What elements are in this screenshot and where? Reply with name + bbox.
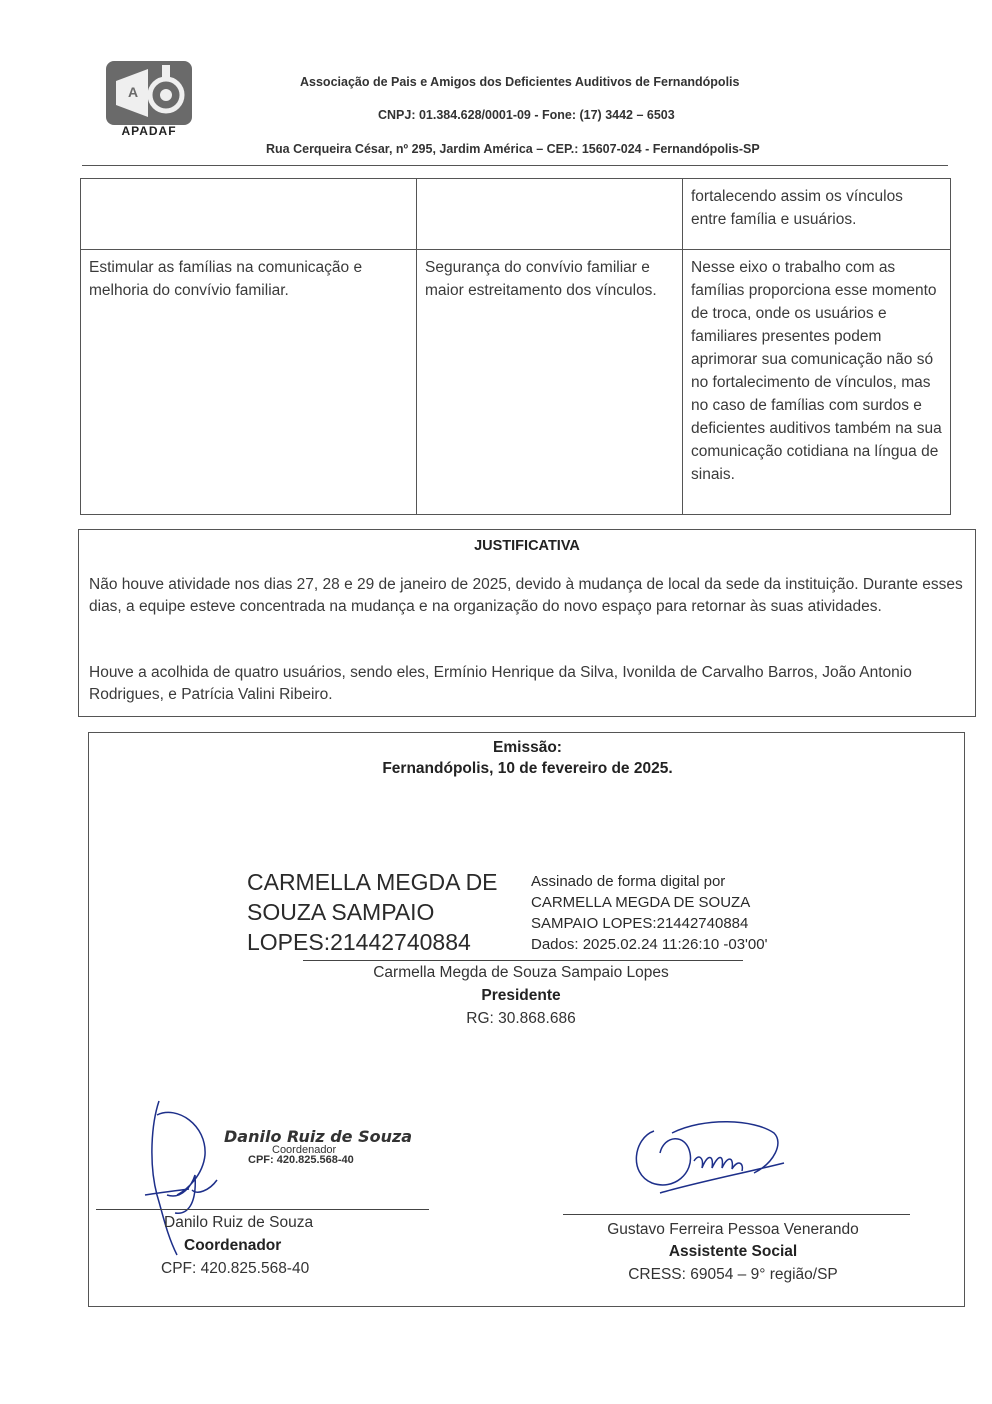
- table-cell: fortalecendo assim os vínculos entre família e usuários.: [683, 179, 951, 250]
- president-signature-line: [303, 960, 743, 961]
- digital-signature-detail: CARMELLA MEGDA DE SOUZA: [531, 894, 751, 911]
- logo-graphic: [106, 61, 192, 125]
- activities-table: [80, 178, 951, 515]
- justificativa-paragraph: Não houve atividade nos dias 27, 28 e 29 de janeiro de 2025, devido à mudança de local da sede da instituição. Durante esses dias, a equipe esteve concentrada na mudança e na organização do novo espaço para retornar às suas atividades.: [89, 576, 963, 615]
- digital-signature-detail: SAMPAIO LOPES:21442740884: [531, 915, 749, 932]
- digital-signature-name: [247, 867, 498, 957]
- emission-label: Emissão:: [493, 739, 562, 756]
- logo-text: APADAF: [121, 124, 177, 138]
- coordinator-signature-line: [96, 1209, 429, 1210]
- stamp-cpf: CPF: 420.825.568-40: [248, 1154, 354, 1166]
- table-row: [81, 179, 951, 250]
- digital-signature-line: CARMELLA MEGDA DE: [247, 869, 498, 895]
- digital-signature-line: LOPES:21442740884: [247, 929, 471, 955]
- stamp-name: Danilo Ruiz de Souza: [224, 1127, 413, 1146]
- digital-signature-line: SOUZA SAMPAIO: [247, 899, 435, 925]
- table-cell: Segurança do convívio familiar e maior estreitamento dos vínculos.: [417, 250, 683, 515]
- social-worker-role: Assistente Social: [668, 1243, 798, 1260]
- coordinator-stamp: [224, 1127, 412, 1166]
- social-worker-handwritten-signature: [624, 1113, 794, 1213]
- digital-signature-detail: Assinado de forma digital por: [531, 873, 726, 890]
- stamp-role: Coordenador: [272, 1144, 337, 1156]
- org-address: Rua Cerqueira César, nº 295, Jardim América – CEP.: 15607-024 - Fernandópolis-SP: [266, 142, 760, 156]
- org-cnpj-phone: CNPJ: 01.384.628/0001-09 - Fone: (17) 3442 – 6503: [378, 108, 675, 122]
- coordinator-role: Coordenador: [184, 1237, 282, 1254]
- justificativa-paragraph: Houve a acolhida de quatro usuários, sendo eles, Ermínio Henrique da Silva, Ivonilda de Carvalho Barros, João Antonio Rodrigues, e Patrícia Valini Ribeiro.: [89, 664, 912, 703]
- emission-signature-box: [88, 732, 965, 1307]
- svg-text:A: A: [128, 84, 139, 100]
- president-name: Carmella Megda de Souza Sampaio Lopes: [373, 964, 669, 981]
- coordinator-cpf: CPF: 420.825.568-40: [161, 1260, 310, 1277]
- table-cell: [417, 179, 683, 250]
- table-cell: Nesse eixo o trabalho com as famílias proporciona esse momento de troca, onde os usuários e familiares presentes podem aprimorar sua comunicação não só no fortalecimento de vínculos, mas no caso de famílias com surdos e deficientes auditivos também na sua comunicação cotidiana na língua de sinais.: [683, 250, 951, 515]
- digital-signature-details: [531, 871, 767, 955]
- digital-signature-detail: Dados: 2025.02.24 11:26:10 -03'00': [531, 936, 768, 953]
- table-cell: [81, 179, 417, 250]
- justificativa-title: JUSTIFICATIVA: [474, 538, 580, 554]
- social-worker-name: Gustavo Ferreira Pessoa Venerando: [607, 1221, 859, 1238]
- header-divider: [82, 165, 948, 166]
- president-role: Presidente: [481, 987, 561, 1004]
- emission-place-date: Fernandópolis, 10 de fevereiro de 2025.: [382, 760, 673, 777]
- coordinator-name: Danilo Ruiz de Souza: [164, 1214, 314, 1231]
- president-rg: RG: 30.868.686: [466, 1010, 576, 1027]
- social-worker-signature-line: [563, 1214, 910, 1215]
- org-name: Associação de Pais e Amigos dos Deficientes Auditivos de Fernandópolis: [300, 75, 740, 89]
- social-worker-cress: CRESS: 69054 – 9° região/SP: [628, 1266, 838, 1283]
- table-row: [81, 250, 951, 515]
- table-cell: Estimular as famílias na comunicação e melhoria do convívio familiar.: [81, 250, 417, 515]
- justificativa-box: [78, 529, 976, 717]
